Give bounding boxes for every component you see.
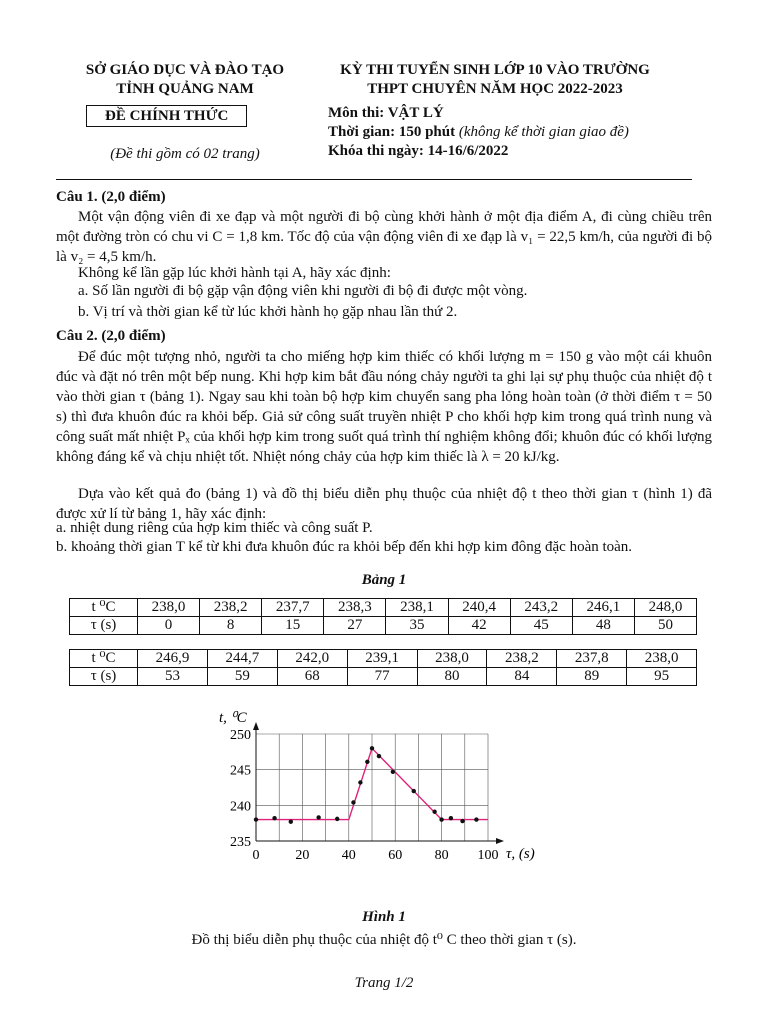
table-cell: 80 [417, 668, 487, 686]
data-point [335, 817, 339, 821]
data-point [449, 816, 453, 820]
table-cell: 50 [634, 617, 696, 635]
table-cell: 239,1 [347, 650, 417, 668]
data-point [358, 780, 362, 784]
exam-school-year: THPT CHUYÊN NĂM HỌC 2022-2023 [367, 81, 623, 97]
y-tick-label: 235 [230, 835, 251, 850]
y-axis-arrow [253, 722, 259, 730]
q1-part-a: a. Số lần người đi bộ gặp vận động viên khi người đi bộ đi được một vòng. [78, 283, 528, 299]
x-axis-arrow [496, 838, 504, 844]
time-label: Thời gian: 150 phút [328, 124, 456, 140]
exam-date: Khóa thi ngày: 14-16/6/2022 [328, 143, 509, 159]
table-cell: 95 [627, 668, 697, 686]
data-table-2 [69, 649, 697, 686]
y-tick-label: 245 [230, 763, 251, 779]
row-label: τ (s) [70, 617, 138, 635]
data-table-1 [69, 598, 697, 635]
row-label: t ⁰C [70, 650, 138, 668]
data-point [316, 815, 320, 819]
table-cell: 8 [200, 617, 262, 635]
q2-paragraph-2: Dựa vào kết quả đo (bảng 1) và đồ thị biểu diễn phụ thuộc của nhiệt độ t theo thời gian τ (hình 1) đã được xử lí từ bảng 1, hãy xác định: [56, 486, 712, 522]
subject: Môn thi: VẬT LÝ [328, 105, 444, 121]
table-cell: 238,1 [386, 599, 448, 617]
official-exam-box: ĐỀ CHÍNH THỨC [86, 105, 247, 127]
q2-part-a: a. nhiệt dung riêng của hợp kim thiếc và công suất P. [56, 520, 373, 536]
page-number: Trang 1/2 [354, 975, 414, 991]
table-cell: 243,2 [510, 599, 572, 617]
table-row [70, 617, 697, 635]
x-tick-label: 0 [252, 848, 260, 863]
table-cell: 15 [262, 617, 324, 635]
data-point [272, 816, 276, 820]
data-point [391, 770, 395, 774]
table-cell: 238,3 [324, 599, 386, 617]
table-cell: 77 [347, 668, 417, 686]
department-name: SỞ GIÁO DỤC VÀ ĐÀO TẠO [85, 62, 285, 78]
exam-title: KỲ THI TUYỂN SINH LỚP 10 VÀO TRƯỜNG [340, 62, 650, 78]
q1-part-b: b. Vị trí và thời gian kể từ lúc khởi hành họ gặp nhau lần thứ 2. [78, 304, 458, 320]
table-cell: 237,8 [557, 650, 627, 668]
y-axis-label: t, ⁰C [219, 710, 247, 726]
table-cell: 59 [207, 668, 277, 686]
data-point [351, 800, 355, 804]
table-cell: 242,0 [277, 650, 347, 668]
table-cell: 238,0 [138, 599, 200, 617]
data-point [377, 754, 381, 758]
q1-paragraph-2: Không kể lần gặp lúc khởi hành tại A, hãy xác định: [78, 265, 391, 281]
table-title: Bảng 1 [361, 572, 407, 588]
table-cell: 53 [138, 668, 208, 686]
data-points [254, 746, 479, 824]
x-tick-label: 40 [341, 848, 356, 863]
header-divider [56, 179, 692, 180]
chart-ticks [230, 728, 499, 863]
data-point [432, 810, 436, 814]
table-row [70, 599, 697, 617]
table-cell: 240,4 [448, 599, 510, 617]
table-cell: 246,1 [572, 599, 634, 617]
x-axis-label: τ, (s) [506, 846, 535, 862]
table-row [70, 650, 697, 668]
figure-title: Hình 1 [362, 909, 406, 925]
table-cell: 246,9 [138, 650, 208, 668]
time-note: (không kể thời gian giao đề) [458, 124, 629, 140]
data-point [439, 817, 443, 821]
data-point [412, 789, 416, 793]
table-cell: 45 [510, 617, 572, 635]
q2-part-b: b. khoảng thời gian T kể từ khi đưa khuôn đúc ra khỏi bếp đến khi hợp kim đông đặc hoàn toàn. [56, 539, 633, 555]
row-label: t ⁰C [70, 599, 138, 617]
x-tick-label: 20 [295, 848, 310, 863]
y-tick-label: 250 [230, 728, 251, 743]
table-cell: 248,0 [634, 599, 696, 617]
table-cell: 238,0 [417, 650, 487, 668]
table-cell: 35 [386, 617, 448, 635]
row-label: τ (s) [70, 668, 138, 686]
q2-title: Câu 2. (2,0 điểm) [56, 328, 166, 344]
temperature-time-chart [200, 700, 560, 900]
x-tick-label: 100 [477, 848, 499, 863]
table-cell: 89 [557, 668, 627, 686]
q1-title: Câu 1. (2,0 điểm) [56, 189, 166, 205]
table-row [70, 668, 697, 686]
x-tick-label: 60 [388, 848, 403, 863]
data-point [460, 819, 464, 823]
data-point [289, 820, 293, 824]
table-cell: 238,2 [487, 650, 557, 668]
figure-caption: Đồ thị biểu diễn phụ thuộc của nhiệt độ t⁰ C theo thời gian τ (s). [191, 932, 577, 948]
data-point [474, 817, 478, 821]
table-cell: 0 [138, 617, 200, 635]
q1-paragraph-1: Một vận động viên đi xe đạp và một người đi bộ cùng khởi hành ở một địa điểm A, đi cùng chiều trên một đường tròn có chu vi C = 1,8 km. Tốc độ của vận động viên đi xe đạp là v₁ = 22,5 km/h, của người đi bộ là v₂ = 4,5 km/h. [56, 209, 712, 265]
province-name: TỈNH QUẢNG NAM [116, 81, 254, 97]
table-cell: 238,2 [200, 599, 262, 617]
data-point [254, 817, 258, 821]
x-tick-label: 80 [434, 848, 449, 863]
table-cell: 238,0 [627, 650, 697, 668]
data-point [365, 760, 369, 764]
table-cell: 42 [448, 617, 510, 635]
table-cell: 48 [572, 617, 634, 635]
table-cell: 84 [487, 668, 557, 686]
y-tick-label: 240 [230, 799, 251, 815]
chart-axes [253, 722, 504, 844]
exam-duration [328, 123, 629, 142]
table-cell: 68 [277, 668, 347, 686]
table-cell: 244,7 [207, 650, 277, 668]
pages-note: (Đề thi gồm có 02 trang) [110, 146, 260, 162]
q2-paragraph-1: Để đúc một tượng nhỏ, người ta cho miếng hợp kim thiếc có khối lượng m = 150 g vào một cái khuôn đúc và đặt nó trên một bếp nung. Khi hợp kim bắt đầu nóng chảy người ta ghi lại sự phụ thuộc của nhiệt độ t vào thời gian τ (bảng 1). Ngay sau khi toàn bộ hợp kim chuyển sang pha lỏng hoàn toàn (ở thời điểm τ = 50 s) thì đưa khuôn đúc ra khỏi bếp. Giả sử công suất truyền nhiệt P cho khối hợp kim trong quá trình nung và công suất mất nhiệt Pₓ của khối hợp kim trong suốt quá trình thí nghiệm không đổi; khuôn đúc có khối lượng không đáng kể và chịu nhiệt tốt. Nhiệt nóng chảy của hợp kim thiếc là λ = 20 kJ/kg. [56, 349, 712, 465]
table-cell: 237,7 [262, 599, 324, 617]
table-cell: 27 [324, 617, 386, 635]
data-point [370, 746, 374, 750]
